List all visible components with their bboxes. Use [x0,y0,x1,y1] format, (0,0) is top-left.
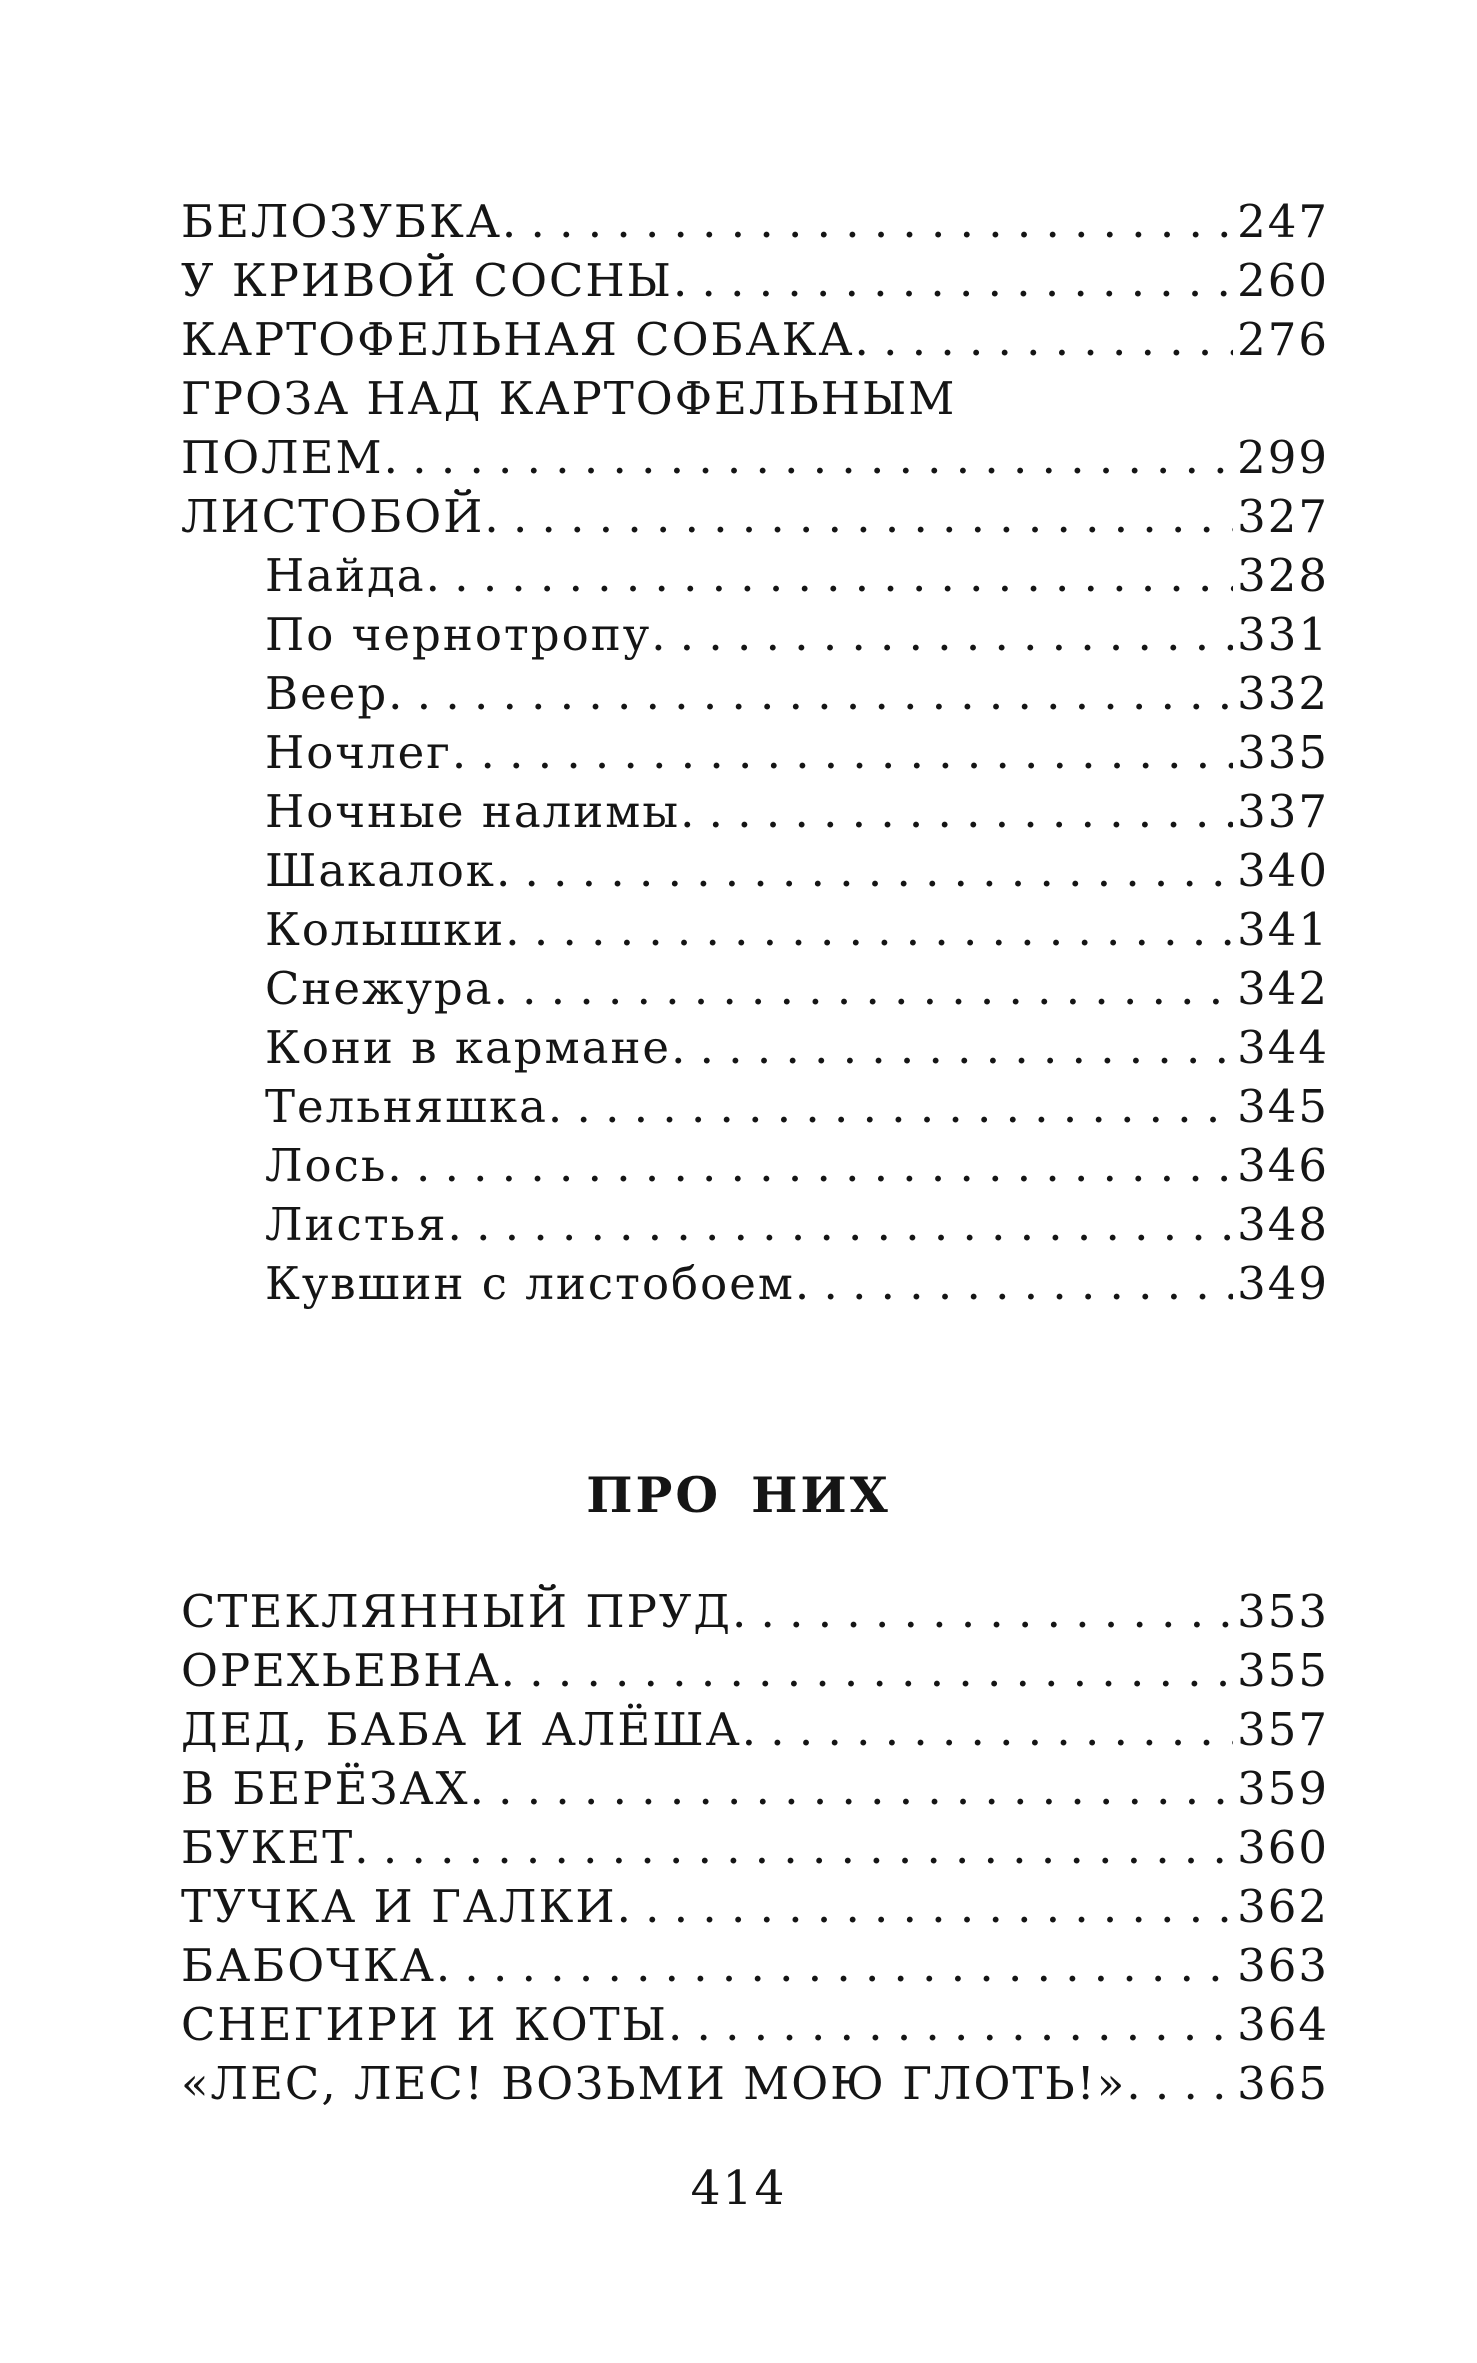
toc-subentry-title: Ночные налимы [265,785,681,838]
toc-entry-page: 365 [1237,2057,1329,2110]
dot-leader [680,782,1233,841]
toc-subentry-page: 342 [1237,962,1329,1015]
toc-entry[interactable] [181,1818,1329,1877]
toc-entry[interactable] [181,1700,1329,1759]
toc-subentry-page: 328 [1237,549,1329,602]
dot-leader [505,900,1233,959]
toc-entry[interactable] [181,2054,1329,2113]
dot-leader [470,1759,1234,1818]
toc-subentry-title: Ночлег [265,726,452,779]
dot-leader [436,1936,1233,1995]
toc-entry-page: 353 [1237,1585,1329,1638]
toc-subentry-page: 335 [1237,726,1329,779]
toc-subentry[interactable] [181,1254,1329,1313]
toc-subentry[interactable] [181,605,1329,664]
toc-entry-title: ЛИСТОБОЙ [181,490,485,543]
dot-leader [673,251,1233,310]
toc-entry[interactable] [181,1641,1329,1700]
toc-subentry-title: Листья [265,1198,448,1251]
dot-leader [354,1818,1233,1877]
dot-leader [1126,2054,1233,2113]
dot-leader [452,723,1233,782]
toc-entry-page: 276 [1237,313,1329,366]
toc-entry-title: У КРИВОЙ СОСНЫ [181,254,673,307]
toc-entry[interactable] [181,1759,1329,1818]
toc-entry[interactable] [181,251,1329,310]
toc-subentry-title: Тельняшка [265,1080,548,1133]
toc-entry-title: «ЛЕС, ЛЕС! ВОЗЬМИ МОЮ ГЛОТЬ!» [181,2057,1127,2110]
toc-entry-title: СТЕКЛЯННЫЙ ПРУД [181,1585,732,1638]
dot-leader [617,1877,1234,1936]
toc-entry-title: ОРЕХЬЕВНА [181,1644,501,1697]
dot-leader [732,1582,1233,1641]
toc-entry[interactable] [181,1877,1329,1936]
toc-subentry-title: Кувшин с листобоем [265,1257,795,1310]
toc-subentry[interactable] [181,959,1329,1018]
toc-entry-page: 260 [1237,254,1329,307]
toc-entry-page: 364 [1237,1998,1329,2051]
dot-leader [671,1018,1233,1077]
toc-entry-title: ТУЧКА И ГАЛКИ [181,1880,617,1933]
toc-subentry-page: 346 [1237,1139,1329,1192]
toc-subentry[interactable] [181,1136,1329,1195]
dot-leader [384,428,1233,487]
toc-entry-title: ПОЛЕМ [181,431,384,484]
dot-leader [388,664,1233,723]
dot-leader [651,605,1233,664]
toc-section-one [181,192,1329,1313]
dot-leader [494,959,1234,1018]
toc-subentry-page: 349 [1237,1257,1329,1310]
toc-subentry-title: Лось [265,1139,388,1192]
toc-entry-page: 360 [1237,1821,1329,1874]
dot-leader [548,1077,1233,1136]
toc-subentry[interactable] [181,841,1329,900]
toc-entry-title: БАБОЧКА [181,1939,436,1992]
toc-subentry-title: Снежура [265,962,494,1015]
toc-subentry-page: 337 [1237,785,1329,838]
toc-entry-wrapped-line[interactable] [181,369,1329,428]
toc-entry-page: 299 [1237,431,1329,484]
dot-leader [484,487,1233,546]
toc-subentry-title: Найда [265,549,426,602]
toc-subentry-page: 344 [1237,1021,1329,1074]
toc-entry-title: ДЕД, БАБА И АЛЁША [181,1703,742,1756]
toc-subentry-page: 345 [1237,1080,1329,1133]
dot-leader [387,1136,1233,1195]
toc-entry-page: 363 [1237,1939,1329,1992]
toc-entry-title: КАРТОФЕЛЬНАЯ СОБАКА [181,313,855,366]
dot-leader [668,1995,1233,2054]
toc-entry-page: 357 [1237,1703,1329,1756]
toc-entry-page: 327 [1237,490,1329,543]
dot-leader [426,546,1233,605]
toc-subentry-page: 332 [1237,667,1329,720]
toc-entry-page: 359 [1237,1762,1329,1815]
toc-entry-page: 355 [1237,1644,1329,1697]
toc-subentry-page: 331 [1237,608,1329,661]
toc-subentry-title: Шакалок [265,844,496,897]
toc-entry[interactable] [181,310,1329,369]
toc-entry[interactable] [181,1995,1329,2054]
dot-leader [855,310,1234,369]
section-heading: ПРО НИХ [586,1466,891,1524]
dot-leader [502,192,1233,251]
toc-entry[interactable] [181,1936,1329,1995]
toc-subentry[interactable] [181,1018,1329,1077]
toc-subentry-title: По чернотропу [265,608,652,661]
toc-section-two [181,1582,1329,2113]
toc-subentry-title: Кони в кармане [265,1021,672,1074]
toc-entry-title: В БЕРЁЗАХ [181,1762,470,1815]
page-number: 414 [690,2161,787,2216]
toc-subentry[interactable] [181,900,1329,959]
dot-leader [448,1195,1234,1254]
toc-entry-title: ГРОЗА НАД КАРТОФЕЛЬНЫМ [181,372,957,425]
toc-entry-title: БУКЕТ [181,1821,355,1874]
toc-subentry-page: 348 [1237,1198,1329,1251]
toc-entry-title: БЕЛОЗУБКА [181,195,502,248]
dot-leader [501,1641,1233,1700]
toc-subentry[interactable] [181,1077,1329,1136]
dot-leader [496,841,1233,900]
toc-subentry-title: Веер [265,667,389,720]
toc-entry-page: 362 [1237,1880,1329,1933]
toc-subentry[interactable] [181,723,1329,782]
toc-entry-page: 247 [1237,195,1329,248]
toc-subentry-title: Колышки [265,903,506,956]
toc-subentry-page: 341 [1237,903,1329,956]
toc-entry-title: СНЕГИРИ И КОТЫ [181,1998,668,2051]
dot-leader [742,1700,1233,1759]
toc-subentry[interactable] [181,546,1329,605]
toc-subentry[interactable] [181,782,1329,841]
toc-subentry-page: 340 [1237,844,1329,897]
toc-subentry[interactable] [181,1195,1329,1254]
dot-leader [795,1254,1233,1313]
toc-entry[interactable] [181,1582,1329,1641]
toc-entry[interactable] [181,192,1329,251]
toc-subentry[interactable] [181,664,1329,723]
toc-entry[interactable] [181,487,1329,546]
toc-entry[interactable] [181,428,1329,487]
